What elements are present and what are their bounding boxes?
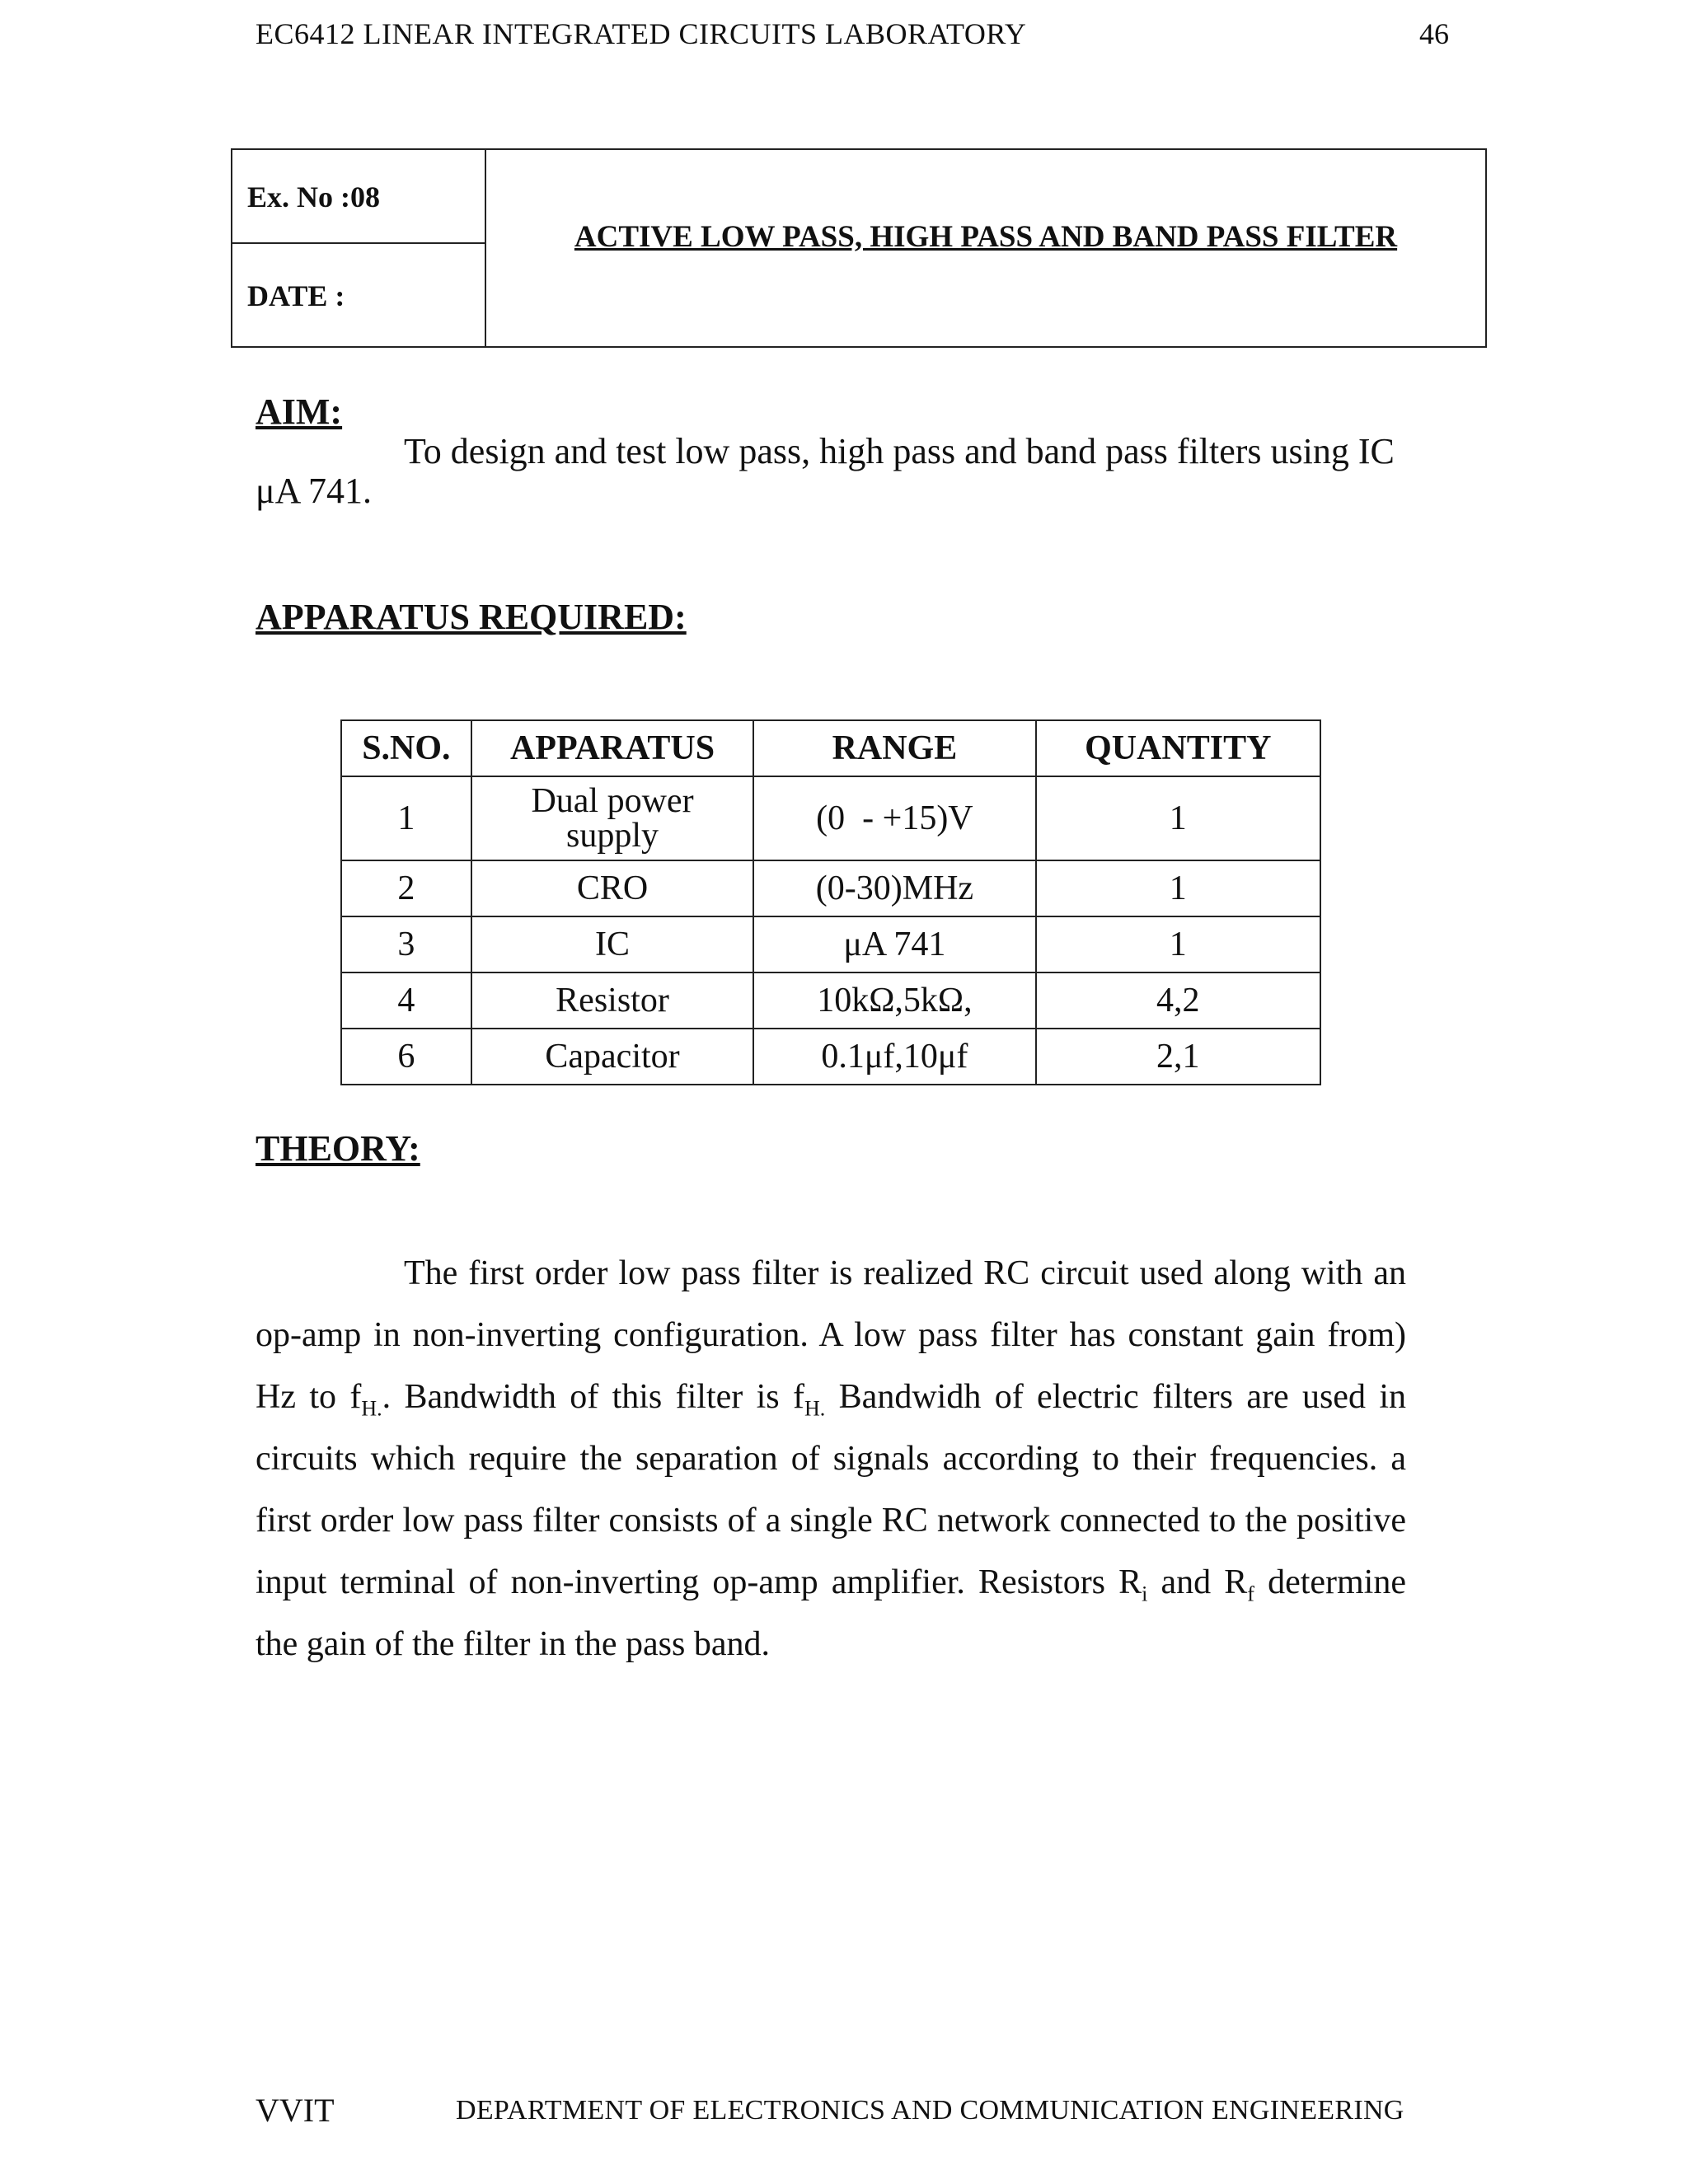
cell-range: (0-30)MHz xyxy=(753,860,1035,916)
cell-sno: 4 xyxy=(341,972,471,1029)
footer-department: DEPARTMENT OF ELECTRONICS AND COMMUNICATION ENGINEERING xyxy=(456,2095,1404,2125)
cell-apparatus xyxy=(471,776,754,860)
cell-range: 0.1μf,10μf xyxy=(753,1029,1035,1085)
date-label: DATE : xyxy=(247,279,345,312)
theory-text: The first order low pass filter is realized RC circuit used along with an op-amp in non-inverting configuration. A low pass filter has constant gain from) Hz to f xyxy=(256,1254,1406,1416)
experiment-header-box xyxy=(231,148,1487,348)
table-header-row xyxy=(341,720,1320,776)
cell-quantity: 1 xyxy=(1036,916,1320,972)
apparatus-heading: APPARATUS REQUIRED: xyxy=(256,597,687,637)
theory-text: Bandwidh of electric filters are used in circuits which require the separation of signals according to their frequencies. a first order low pass filter consists of a single RC network connected to the positive input terminal of non-inverting op-amp amplifier. Resistors R xyxy=(256,1378,1406,1601)
column-header: RANGE xyxy=(753,720,1035,776)
cell-apparatus: CRO xyxy=(471,860,754,916)
subscript: H. xyxy=(361,1396,382,1421)
cell-range: 10kΩ,5kΩ, xyxy=(753,972,1035,1029)
cell-quantity: 2,1 xyxy=(1036,1029,1320,1085)
table-row xyxy=(341,776,1320,860)
cell-sno: 2 xyxy=(341,860,471,916)
cell-apparatus-text: Dual power supply xyxy=(531,782,694,855)
page-number: 46 xyxy=(1419,17,1449,50)
aim-heading: AIM: xyxy=(256,391,343,432)
course-title: EC6412 LINEAR INTEGRATED CIRCUITS LABORATORY xyxy=(256,17,1027,50)
cell-range: (0 - +15)V xyxy=(753,776,1035,860)
table-row xyxy=(341,972,1320,1029)
theory-heading: THEORY: xyxy=(256,1128,420,1169)
theory-paragraph xyxy=(256,1243,1406,1675)
aim-text-continued: μA 741. xyxy=(256,471,372,511)
footer-institution: VVIT xyxy=(256,2092,335,2129)
theory-text: . Bandwidth of this filter is f xyxy=(382,1378,805,1416)
cell-sno: 6 xyxy=(341,1029,471,1085)
theory-text: determine the gain of the filter in the pass band. xyxy=(256,1563,1406,1663)
cell-apparatus: Resistor xyxy=(471,972,754,1029)
cell-apparatus: IC xyxy=(471,916,754,972)
theory-text: and R xyxy=(1147,1563,1248,1601)
aim-text: To design and test low pass, high pass and band pass filters using IC xyxy=(404,431,1395,471)
cell-range: μA 741 xyxy=(753,916,1035,972)
divider xyxy=(232,242,485,244)
cell-apparatus: Capacitor xyxy=(471,1029,754,1085)
subscript: H. xyxy=(804,1396,826,1421)
table-row xyxy=(341,916,1320,972)
column-header: QUANTITY xyxy=(1036,720,1320,776)
cell-sno: 3 xyxy=(341,916,471,972)
apparatus-table xyxy=(340,719,1321,1085)
column-header: APPARATUS xyxy=(471,720,754,776)
cell-quantity: 1 xyxy=(1036,860,1320,916)
experiment-title: ACTIVE LOW PASS, HIGH PASS AND BAND PASS FILTER xyxy=(574,220,1398,254)
subscript: i xyxy=(1142,1582,1148,1606)
theory-body xyxy=(256,1243,1406,1675)
table-row xyxy=(341,860,1320,916)
column-header: S.NO. xyxy=(341,720,471,776)
cell-quantity: 4,2 xyxy=(1036,972,1320,1029)
cell-sno: 1 xyxy=(341,776,471,860)
subscript: f xyxy=(1247,1582,1254,1606)
table-row xyxy=(341,1029,1320,1085)
experiment-number: Ex. No :08 xyxy=(247,180,380,213)
cell-quantity: 1 xyxy=(1036,776,1320,860)
